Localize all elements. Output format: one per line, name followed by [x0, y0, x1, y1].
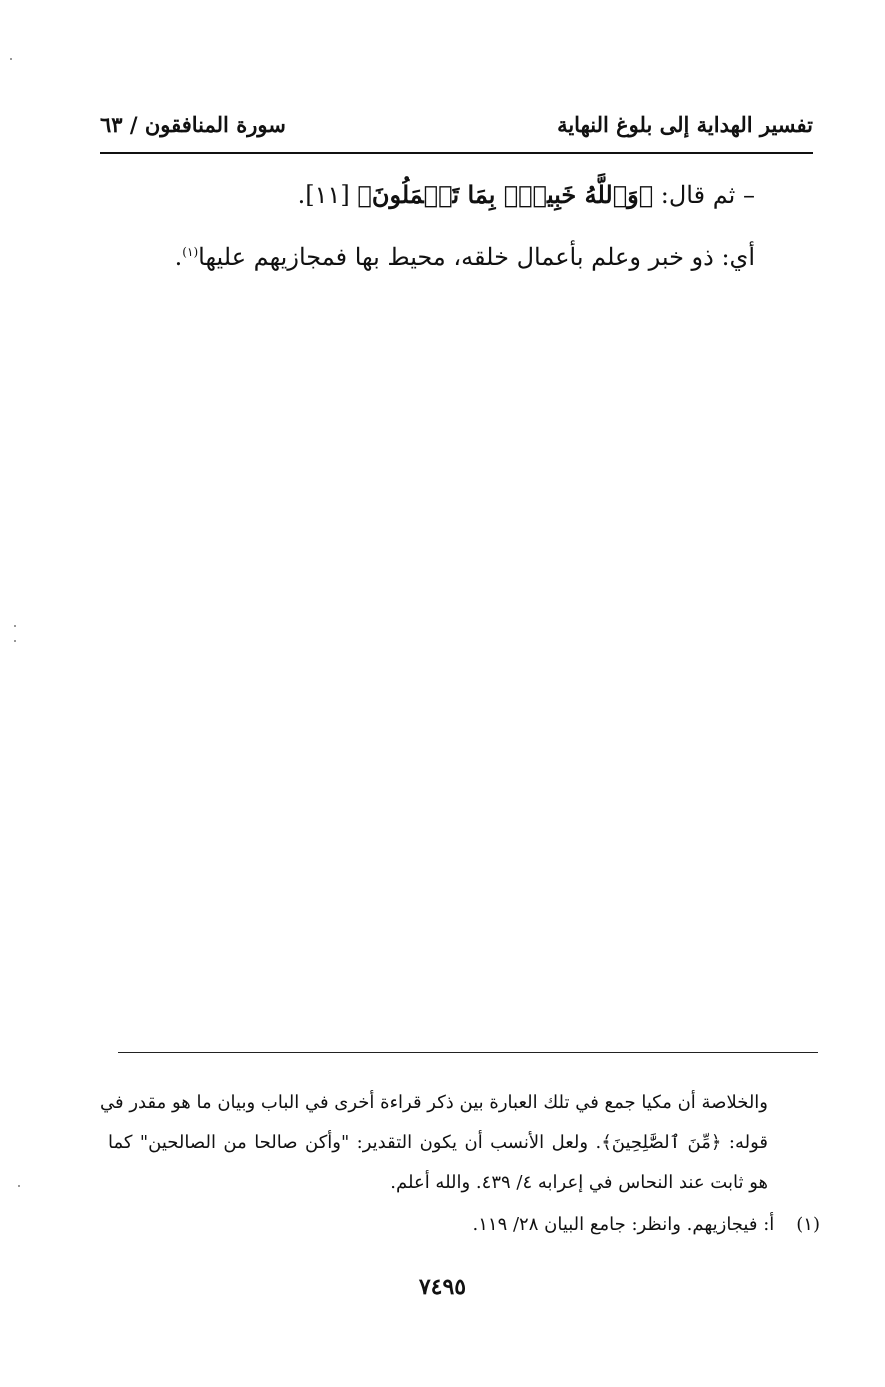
verse-reference: [١١]. [297, 181, 358, 209]
scan-speck [14, 640, 16, 642]
footnote-marker: (١) [182, 245, 199, 259]
footnote-1-number: (١) [796, 1214, 820, 1235]
running-header [100, 108, 813, 148]
scan-speck [10, 58, 12, 60]
footnote-1 [108, 1214, 820, 1236]
footnote-continued-line-3: هو ثابت عند النحاس في إعرابه ٤/ ٤٣٩. والله أعلم. [390, 1172, 768, 1193]
verse-line [110, 180, 755, 209]
footnote-1-text: أ: فيجازيهم. وانظر: جامع البيان ٢٨/ ١١٩. [472, 1214, 775, 1235]
scan-speck [14, 625, 16, 627]
book-title: تفسير الهداية إلى بلوغ النهاية [557, 112, 813, 137]
page-number: ٧٤٩٥ [418, 1274, 467, 1300]
commentary-end: . [174, 243, 183, 271]
commentary-line [110, 243, 755, 271]
commentary-text: أي: ذو خبر وعلم بأعمال خلقه، محيط بها فمجازيهم عليها [198, 243, 755, 271]
verse-text: ﴿وَٱللَّهُ خَبِيرُۢ بِمَا تَعۡمَلُونَ﴾ [357, 180, 654, 209]
footnote-continued-line-1: والخلاصة أن مكيا جمع في تلك العبارة بين ذكر قراءة أخرى في الباب وبيان ما هو مقدر في [100, 1092, 768, 1113]
header-rule [100, 152, 813, 154]
surah-label: سورة المنافقون / ٦٣ [100, 112, 286, 137]
footnote-separator [118, 1052, 818, 1053]
verse-intro: – ثم قال: [653, 181, 755, 209]
scan-speck [18, 1185, 20, 1187]
footnote-continued-line-2: قوله: ﴿مِّنَ ٱلصَّٰلِحِينَ﴾. ولعل الأنسب أن يكون التقدير: "وأكن صالحا من الصالحين" كما [108, 1132, 768, 1153]
